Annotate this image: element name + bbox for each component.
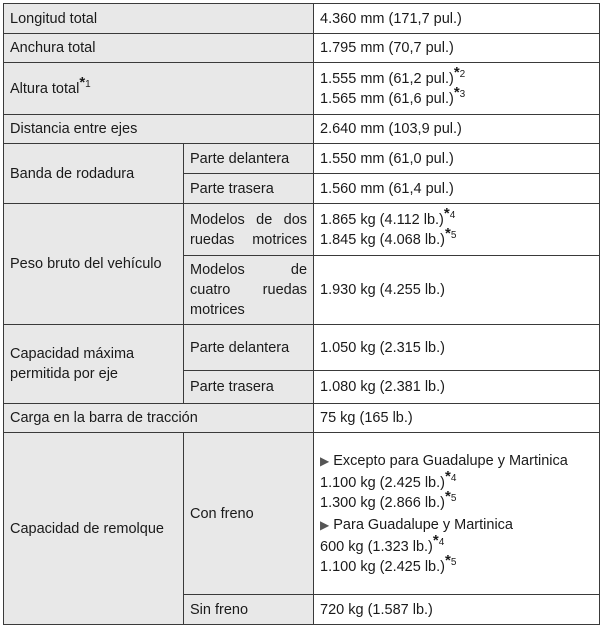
value-distancia-ejes: 2.640 mm (103,9 pul.) — [314, 115, 600, 144]
value-remolque-con-freno — [314, 433, 600, 595]
row-eje-delantera — [4, 325, 600, 371]
peso-value-text: 1.865 kg (4.112 lb.) — [320, 211, 444, 228]
asterisk-icon: * — [453, 63, 460, 81]
footnote-number: 4 — [449, 209, 456, 221]
footnote-number: 4 — [450, 472, 457, 484]
remolque-value-line — [320, 467, 593, 493]
value-eje-delantera: 1.050 kg (2.315 lb.) — [314, 325, 600, 371]
footnote-number: 2 — [459, 68, 466, 80]
asterisk-icon: * — [443, 204, 450, 222]
label-banda-delantera: Parte delantera — [184, 144, 314, 174]
label-anchura-total: Anchura total — [4, 34, 314, 63]
peso-value-text: 1.845 kg (4.068 lb.) — [320, 231, 445, 248]
label-carga-barra: Carga en la barra de tracción — [4, 404, 314, 433]
label-peso-bruto: Peso bruto del vehículo — [4, 204, 184, 325]
row-anchura-total — [4, 34, 600, 63]
excepto-heading — [320, 451, 593, 471]
label-con-freno: Con freno — [184, 433, 314, 595]
altura-value-text: 1.555 mm (61,2 pul.) — [320, 70, 454, 87]
label-sin-freno: Sin freno — [184, 595, 314, 625]
footnote-number: 4 — [438, 536, 445, 548]
asterisk-icon: * — [444, 487, 451, 505]
remolque-value-text: 1.100 kg (2.425 lb.) — [320, 558, 445, 575]
label-eje-trasera: Parte trasera — [184, 371, 314, 404]
row-peso-dos-ruedas — [4, 204, 600, 256]
label-eje-delantera: Parte delantera — [184, 325, 314, 371]
footnote-number: 5 — [450, 556, 457, 568]
triangle-right-icon: ▶ — [320, 453, 330, 468]
value-eje-trasera: 1.080 kg (2.381 lb.) — [314, 371, 600, 404]
row-remolque-con-freno — [4, 433, 600, 595]
remolque-value-line — [320, 531, 593, 557]
altura-value-line — [320, 83, 593, 109]
footnote-number: 1 — [85, 78, 91, 90]
footnote-marker — [453, 83, 466, 101]
label-banda-rodadura: Banda de rodadura — [4, 144, 184, 204]
specifications-table — [3, 3, 600, 625]
label-longitud-total: Longitud total — [4, 4, 314, 34]
value-remolque-sin-freno: 720 kg (1.587 lb.) — [314, 595, 600, 625]
asterisk-icon: * — [444, 467, 451, 485]
label-dos-ruedas: Modelos de dos ruedas motrices — [184, 204, 314, 256]
row-banda-delantera — [4, 144, 600, 174]
value-peso-dos-ruedas — [314, 204, 600, 256]
remolque-value-text: 1.100 kg (2.425 lb.) — [320, 474, 445, 491]
label-distancia-ejes: Distancia entre ejes — [4, 115, 314, 144]
footnote-marker — [444, 467, 457, 485]
row-distancia-ejes — [4, 115, 600, 144]
value-anchura-total: 1.795 mm (70,7 pul.) — [314, 34, 600, 63]
footnote-number: 3 — [459, 88, 466, 100]
value-banda-trasera: 1.560 mm (61,4 pul.) — [314, 174, 600, 204]
asterisk-icon: * — [444, 551, 451, 569]
remolque-value-text: 600 kg (1.323 lb.) — [320, 538, 433, 555]
para-heading-text: Para Guadalupe y Martinica — [333, 516, 513, 533]
value-longitud-total: 4.360 mm (171,7 pul.) — [314, 4, 600, 34]
row-carga-barra — [4, 404, 600, 433]
peso-value-line — [320, 224, 593, 250]
asterisk-icon: * — [432, 531, 439, 549]
asterisk-icon: * — [444, 224, 451, 242]
remolque-value-text: 1.300 kg (2.866 lb.) — [320, 494, 445, 511]
footnote-marker — [443, 204, 456, 222]
footnote-number: 5 — [450, 229, 457, 241]
footnote-marker — [79, 73, 91, 91]
label-banda-trasera: Parte trasera — [184, 174, 314, 204]
footnote-number: 5 — [450, 492, 457, 504]
footnote-marker — [444, 551, 457, 569]
label-cuatro-ruedas: Modelos de cuatro ruedas motrices — [184, 256, 314, 325]
asterisk-icon: * — [79, 73, 86, 91]
altura-value-text: 1.565 mm (61,6 pul.) — [320, 90, 454, 107]
value-carga-barra: 75 kg (165 lb.) — [314, 404, 600, 433]
row-longitud-total — [4, 4, 600, 34]
footnote-marker — [444, 224, 457, 242]
excepto-heading-text: Excepto para Guadalupe y Martinica — [333, 452, 568, 469]
value-peso-cuatro-ruedas: 1.930 kg (4.255 lb.) — [314, 256, 600, 325]
value-altura-total — [314, 63, 600, 115]
remolque-value-line — [320, 487, 593, 513]
footnote-marker — [453, 63, 466, 81]
triangle-right-icon: ▶ — [320, 517, 330, 532]
label-capacidad-remolque: Capacidad de remolque — [4, 433, 184, 625]
peso-value-line — [320, 204, 593, 230]
altura-label-text: Altura total — [10, 80, 80, 97]
footnote-marker — [432, 531, 445, 549]
value-banda-delantera: 1.550 mm (61,0 pul.) — [314, 144, 600, 174]
label-capacidad-eje: Capacidad máxima permitida por eje — [4, 325, 184, 404]
row-altura-total — [4, 63, 600, 115]
label-altura-total — [4, 63, 314, 115]
footnote-marker — [444, 487, 457, 505]
asterisk-icon: * — [453, 83, 460, 101]
remolque-value-line — [320, 551, 593, 577]
para-heading — [320, 515, 593, 535]
